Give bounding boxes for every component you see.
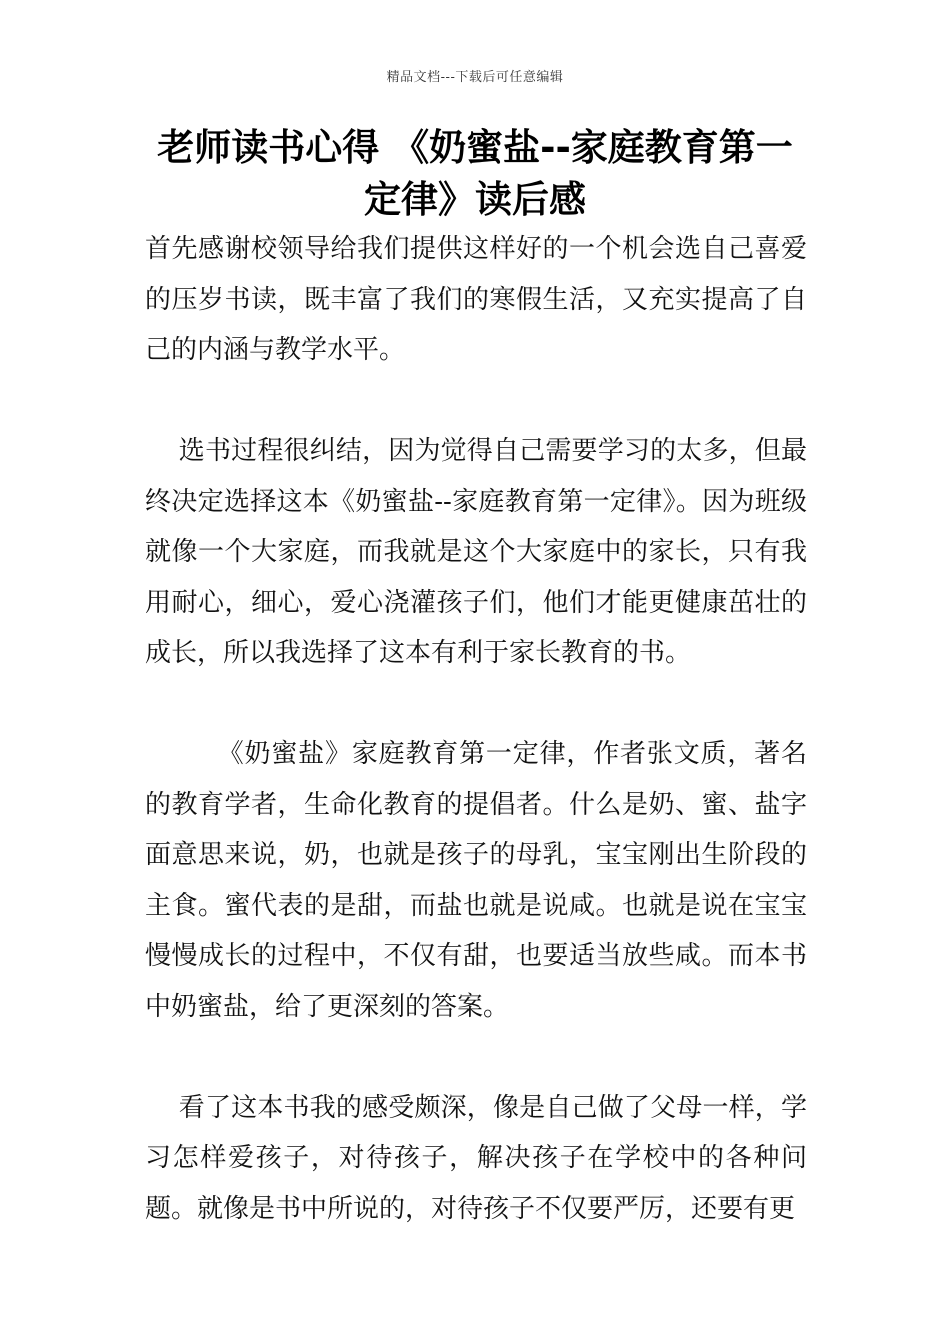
paragraph-3: 《奶蜜盐》家庭教育第一定律，作者张文质，著名的教育学者，生命化教育的提倡者。什么是奶、蜜、盐字面意思来说，奶，也就是孩子的母乳，宝宝刚出生阶段的主食。蜜代表的是甜，而盐也就是说咸。也就是说在宝宝慢慢成长的过程中，不仅有甜，也要适当放些咸。而本书中奶蜜盐，给了更深刻的答案。 <box>145 739 807 1022</box>
paragraph-2: 选书过程很纠结，因为觉得自己需要学习的太多，但最终决定选择这本《奶蜜盐--家庭教育第一定律》。因为班级就像一个大家庭，而我就是这个大家庭中的家长，只有我用耐心，细心，爱心浇灌孩子们，他们才能更健康茁壮的成长，所以我选择了这本有利于家长教育的书。 <box>145 436 807 668</box>
header-note: 精品文档---下载后可任意编辑 <box>386 70 564 85</box>
paragraph-4: 看了这本书我的感受颇深，像是自己做了父母一样，学习怎样爱孩子，对待孩子，解决孩子在学校中的各种问题。就像是书中所说的，对待孩子不仅要严厉，还要有更 <box>145 1092 807 1224</box>
paragraph-spacer <box>145 1032 807 1083</box>
document-body <box>145 224 807 1234</box>
paragraph-spacer <box>145 376 807 427</box>
paragraph-spacer <box>145 679 807 730</box>
paragraph-1: 首先感谢校领导给我们提供这样好的一个机会选自己喜爱的压岁书读，既丰富了我们的寒假生活，又充实提高了自己的内涵与教学水平。 <box>145 234 807 365</box>
document-title: 老师读书心得 《奶蜜盐--家庭教育第一定律》读后感 <box>157 126 793 221</box>
